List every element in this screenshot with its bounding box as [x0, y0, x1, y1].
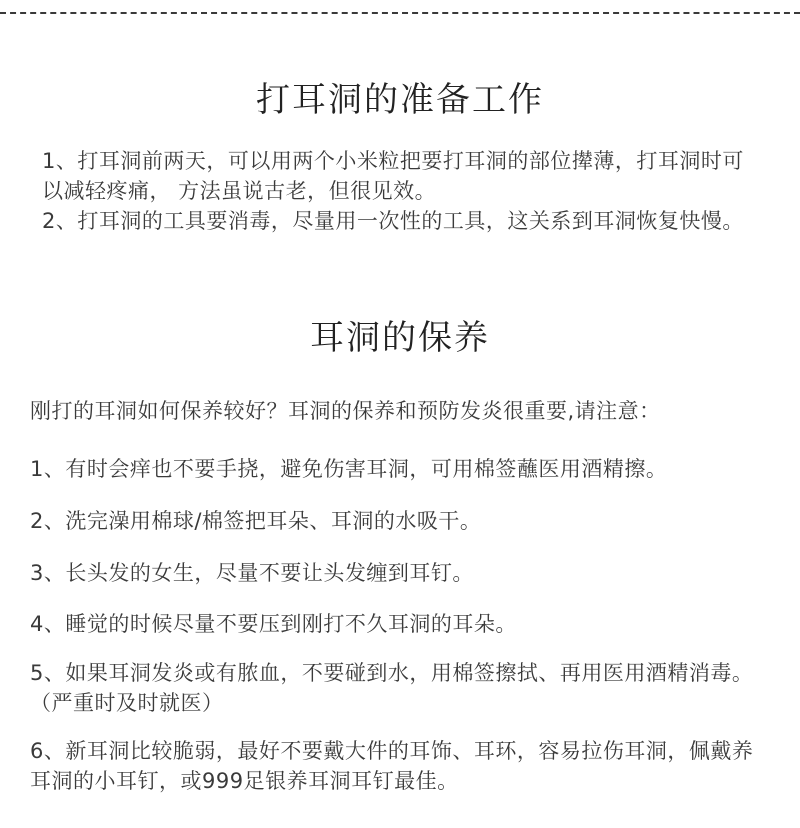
preparation-item-2: 2、打耳洞的工具要消毒，尽量用一次性的工具，这关系到耳洞恢复快慢。 — [42, 209, 744, 233]
preparation-title: 打耳洞的准备工作 — [256, 80, 544, 120]
care-intro: 刚打的耳洞如何保养较好？耳洞的保养和预防发炎很重要,请注意： — [30, 399, 661, 423]
care-item-5: 5、如果耳洞发炎或有脓血，不要碰到水，用棉签擦拭、再用医用酒精消毒。（严重时及时就医） — [30, 661, 754, 715]
care-title: 耳洞的保养 — [310, 318, 490, 358]
preparation-list — [42, 146, 758, 236]
top-dashed-divider — [0, 12, 800, 14]
care-item-1: 1、有时会痒也不要手挠，避免伤害耳洞，可用棉签蘸医用酒精擦。 — [30, 457, 668, 481]
care-item-6: 6、新耳洞比较脆弱，最好不要戴大件的耳饰、耳环，容易拉伤耳洞，佩戴养耳洞的小耳钉，或999足银养耳洞耳钉最佳。 — [30, 739, 754, 793]
care-item-3: 3、长头发的女生，尽量不要让头发缠到耳钉。 — [30, 561, 474, 585]
preparation-item-1: 1、打耳洞前两天，可以用两个小米粒把要打耳洞的部位撵薄，打耳洞时可以减轻疼痛， 方法虽说古老，但很见效。 — [42, 149, 744, 203]
care-item-2: 2、洗完澡用棉球/棉签把耳朵、耳洞的水吸干。 — [30, 509, 482, 533]
care-item-4: 4、睡觉的时候尽量不要压到刚打不久耳洞的耳朵。 — [30, 612, 517, 636]
